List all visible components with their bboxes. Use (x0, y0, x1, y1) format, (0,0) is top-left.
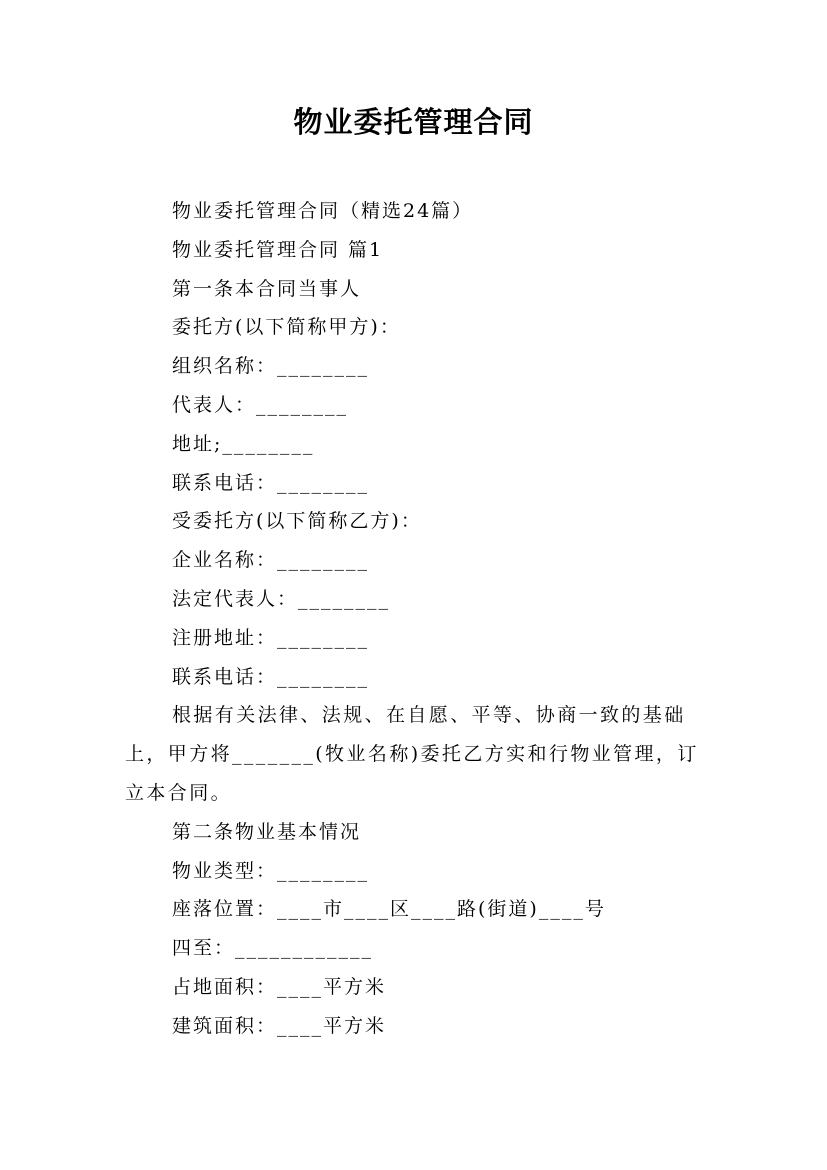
paragraph-party-b: 受委托方(以下简称乙方)： (172, 510, 422, 533)
paragraph-org-name: 组织名称：________ (172, 355, 370, 378)
paragraph-preamble: 根据有关法律、法规、在自愿、平等、协商一致的基础上，甲方将_______(牧业名称)委托乙方实和行物业管理，订立本合同。 (125, 704, 699, 804)
paragraph-article-1: 第一条本合同当事人 (172, 277, 362, 300)
paragraph-phone-a: 联系电话：________ (172, 471, 370, 494)
document-body (125, 192, 705, 1046)
document-title: 物业委托管理合同 (293, 105, 534, 139)
paragraph-company-name: 企业名称：________ (172, 549, 370, 572)
paragraph-address: 地址;________ (172, 432, 315, 455)
paragraph-property-type: 物业类型：________ (172, 859, 370, 882)
paragraph-building-area: 建筑面积：____平方米 (172, 1014, 387, 1037)
paragraph-party-a: 委托方(以下简称甲方)： (172, 316, 401, 339)
paragraph-phone-b: 联系电话：________ (172, 665, 370, 688)
paragraph-subtitle: 物业委托管理合同（精选24篇） (172, 200, 474, 222)
paragraph-article-2: 第二条物业基本情况 (172, 820, 362, 843)
paragraph-registered-address: 注册地址：________ (172, 626, 370, 649)
paragraph-boundaries: 四至：____________ (172, 937, 374, 960)
paragraph-land-area: 占地面积：____平方米 (172, 975, 387, 998)
paragraph-legal-rep: 法定代表人：________ (172, 587, 391, 610)
paragraph-representative: 代表人：________ (172, 393, 349, 416)
paragraph-section-heading: 物业委托管理合同 篇1 (172, 238, 384, 261)
paragraph-location: 座落位置：____市____区____路(街道)____号 (172, 898, 606, 921)
